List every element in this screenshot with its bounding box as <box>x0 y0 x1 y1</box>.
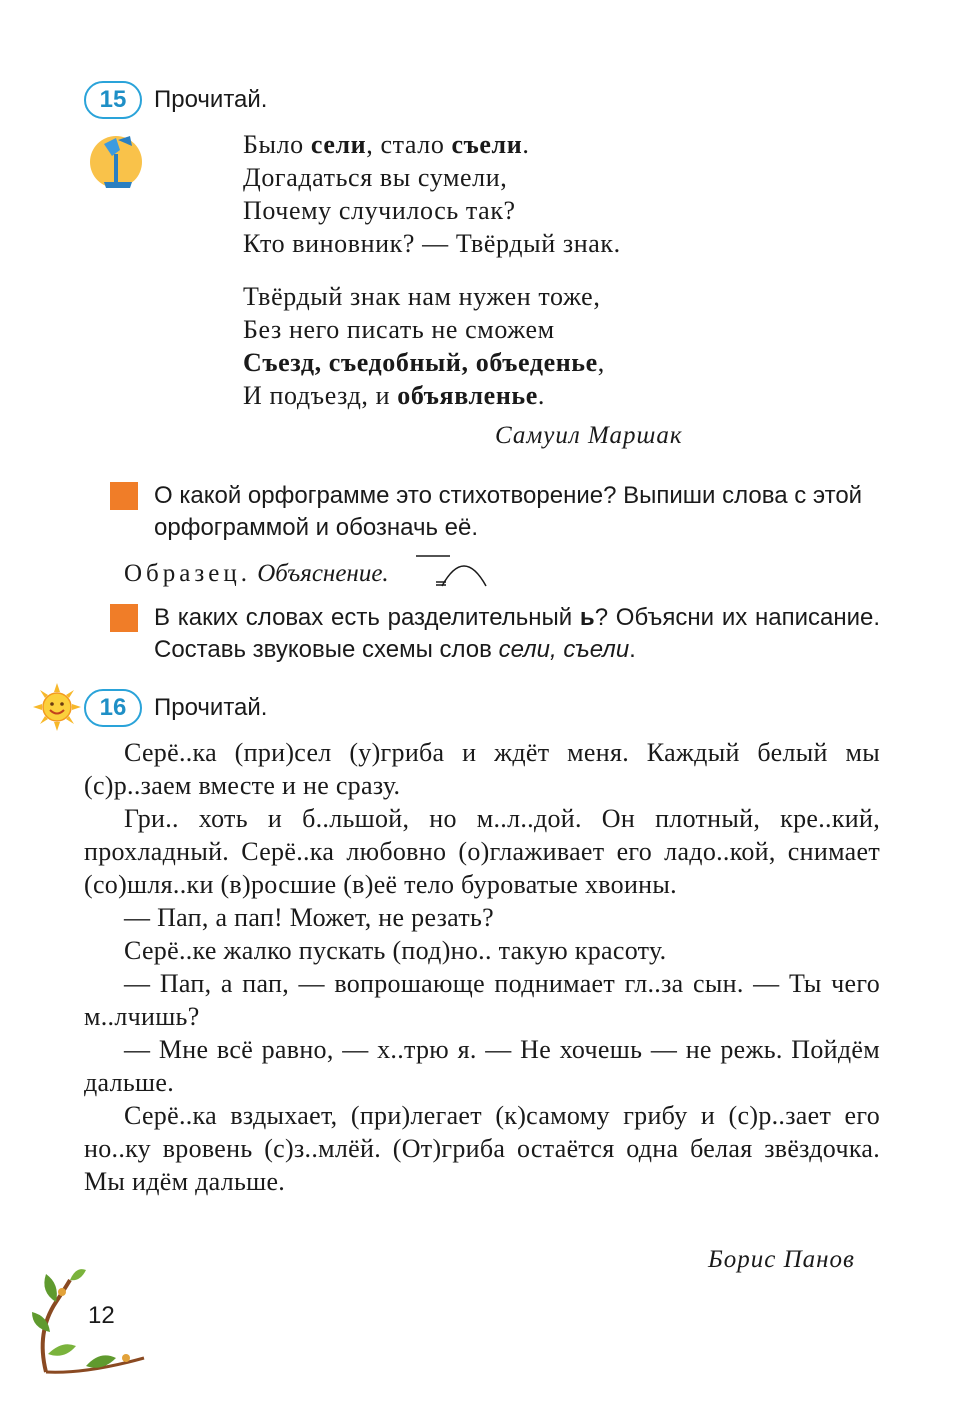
poem-text: Без него писать не сможем <box>243 315 555 344</box>
poem-bold-word: сели <box>310 130 367 159</box>
poem-line <box>243 194 621 227</box>
poem-line <box>243 280 605 313</box>
poem-stanza-2 <box>243 280 605 412</box>
poem-text: . <box>522 130 530 159</box>
sample-label: Образец. <box>124 560 251 587</box>
story-paragraph: — Мне всё равно, — х..трю я. — Не хочешь — не режь. Пойдём дальше. <box>84 1035 880 1097</box>
smiling-sun-icon <box>32 682 82 732</box>
poem-bold-word: Съезд, съедобный, объеденье <box>243 348 598 377</box>
poem-text: , <box>597 348 605 377</box>
poem-bold-word: съели <box>451 130 523 159</box>
poem-stanza-1 <box>243 128 621 260</box>
story-author: Борис Панов <box>708 1246 855 1273</box>
poem-bold-word: объявленье <box>397 381 538 410</box>
poem-author: Самуил Маршак <box>495 422 683 449</box>
poem-text: Кто виновник? — Твёрдый знак. <box>243 229 621 258</box>
task-2-words: сели, съели <box>498 636 630 663</box>
task-2-part1: В каких словах есть разделительный <box>154 604 580 631</box>
exercise-16-title: Прочитай. <box>154 694 268 721</box>
story-text <box>84 736 880 1198</box>
task-2-text <box>154 602 880 666</box>
orthogram-mark-icon <box>412 552 522 592</box>
task-marker-square <box>110 482 138 510</box>
poem-text: И подъезд, и <box>243 381 398 410</box>
sample-word: Объяснение. <box>257 560 389 587</box>
poem-line <box>243 161 621 194</box>
story-paragraph: Серё..ка (при)сел (у)гриба и ждёт меня. Каждый белый мы (с)р..заем вместе и не сразу. <box>84 738 880 800</box>
story-paragraph: — Пап, а пап! Может, не резать? <box>124 903 495 932</box>
poem-line <box>243 313 605 346</box>
poem-text: Было <box>243 130 311 159</box>
sample-line <box>124 560 389 588</box>
task-marker-square <box>110 604 138 632</box>
poem-text: , стало <box>366 130 452 159</box>
poem-text: Твёрдый знак нам нужен тоже, <box>243 282 601 311</box>
task-2-end: . <box>629 636 636 663</box>
page-number: 12 <box>88 1302 115 1329</box>
exercise-15-title: Прочитай. <box>154 86 268 113</box>
poem-text: Почему случилось так? <box>243 196 516 225</box>
story-paragraph: Серё..ка вздыхает, (при)легает (к)самому грибу и (с)р..зает его но..ку вровень (с)з..млёй. (От)гриба остаётся одна белая звёздочка. Мы идём дальше. <box>84 1101 880 1196</box>
exercise-16-number: 16 <box>84 689 142 727</box>
poem-text: . <box>537 381 545 410</box>
lamp-icon <box>86 132 144 194</box>
poem-text: Догадаться вы сумели, <box>243 163 508 192</box>
story-paragraph: — Пап, а пап, — вопрошающе поднимает гл..за сын. — Ты чего м..лчишь? <box>84 969 880 1031</box>
story-paragraph: Гри.. хоть и б..льшой, но м..л..дой. Он плотный, кре..кий, прохладный. Серё..ка любовно (о)глаживает его ладо..кой, снимает (со)шля..ки (в)росшие (в)её тело буроватые хвоины. <box>84 804 880 899</box>
story-paragraph: Серё..ке жалко пускать (под)но.. такую красоту. <box>124 936 667 965</box>
poem-line <box>243 128 621 161</box>
poem-line <box>243 379 605 412</box>
task-2-letter: ь <box>579 604 595 631</box>
poem-line <box>243 346 605 379</box>
task-2-part2: ? Объясни их написание. Составь звуковые схемы слов <box>154 604 881 663</box>
exercise-15-number: 15 <box>84 81 142 119</box>
task-1-text: О какой орфограмме это стихотворение? Выпиши слова с этой орфограммой и обозначь её. <box>154 482 863 541</box>
poem-line <box>243 227 621 260</box>
